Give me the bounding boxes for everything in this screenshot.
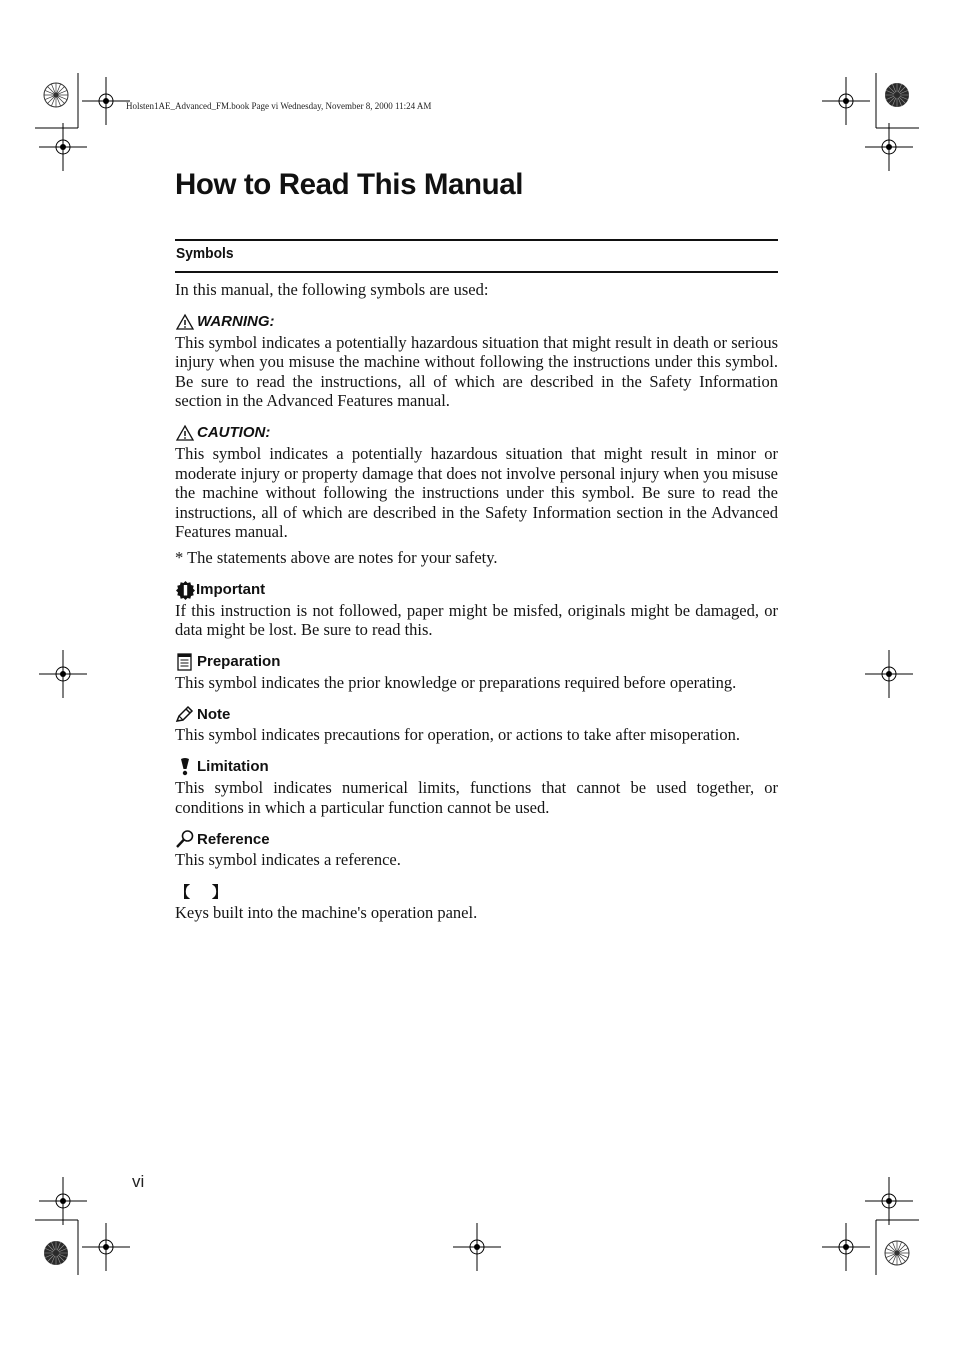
section-rule-bottom [175, 271, 778, 273]
section-heading: Symbols [176, 245, 234, 262]
warning-label-row [175, 311, 778, 333]
keys-text: Keys built into the machine's operation panel. [175, 902, 478, 922]
important-item [175, 579, 778, 640]
warning-label: WARNING: [197, 313, 275, 331]
warning-triangle-icon [175, 312, 195, 332]
reference-label: Reference [197, 830, 270, 848]
page-title: How to Read This Manual [175, 168, 524, 201]
limitation-exclamation-icon [175, 757, 195, 777]
reference-text: This symbol indicates a reference. [175, 850, 401, 870]
intro-text: In this manual, the following symbols are used: [175, 280, 489, 299]
section-rule-top [175, 239, 778, 241]
important-label: Important [196, 581, 266, 599]
note-item [175, 703, 778, 745]
limitation-item [175, 756, 778, 817]
warning-item [175, 311, 778, 411]
note-label: Note [197, 705, 231, 723]
caution-label: CAUTION: [197, 424, 271, 442]
key-brackets [175, 881, 778, 903]
symbols-content [175, 280, 778, 922]
important-seal-icon [175, 580, 196, 600]
important-label-row [175, 579, 778, 601]
reference-item [175, 828, 778, 870]
file-header-line: Holsten1AE_Advanced_FM.book Page vi Wednesday, November 8, 2000 11:24 AM [126, 101, 432, 111]
warning-triangle-icon [175, 423, 195, 443]
keys-item [175, 881, 778, 923]
note-pencil-icon [175, 704, 195, 724]
note-label-row [175, 703, 778, 725]
preparation-item [175, 651, 778, 693]
reference-label-row [175, 828, 778, 850]
limitation-text: This symbol indicates numerical limits, functions that cannot be used together, or conditions in which a particular function cannot be used. [175, 777, 778, 817]
preparation-label: Preparation [197, 653, 281, 671]
limitation-label-row [175, 756, 778, 778]
safety-note: * The statements above are notes for your safety. [175, 547, 498, 567]
caution-text: This symbol indicates a potentially hazardous situation that might result in minor or moderate injury or property damage that does not involve personal injury when you misuse the machine without following the instructions under this symbol. Be sure to read the instructions, all of which are described in the Safety Information section in the Advanced Features manual. [175, 443, 778, 542]
reference-magnifier-icon [175, 829, 195, 849]
note-text: This symbol indicates precautions for operation, or actions to take after misoperation. [175, 725, 740, 745]
limitation-label: Limitation [197, 758, 269, 776]
caution-item [175, 422, 778, 542]
close-bracket: 】 [212, 883, 228, 902]
open-bracket: 【 [175, 883, 191, 902]
preparation-clipboard-icon [175, 652, 195, 672]
preparation-text: This symbol indicates the prior knowledge or preparations required before operating. [175, 672, 737, 692]
caution-label-row [175, 422, 778, 444]
important-text: If this instruction is not followed, paper might be misfed, originals might be damaged, or data might be lost. Be sure to read this. [175, 600, 778, 640]
page-number: vi [132, 1172, 145, 1191]
warning-text: This symbol indicates a potentially hazardous situation that might result in death or serious injury when you misuse the machine without following the instructions under this symbol. Be sure to read the instructions, all of which are described in the Safety Information section in the Advanced Features manual. [175, 332, 778, 411]
preparation-label-row [175, 651, 778, 673]
